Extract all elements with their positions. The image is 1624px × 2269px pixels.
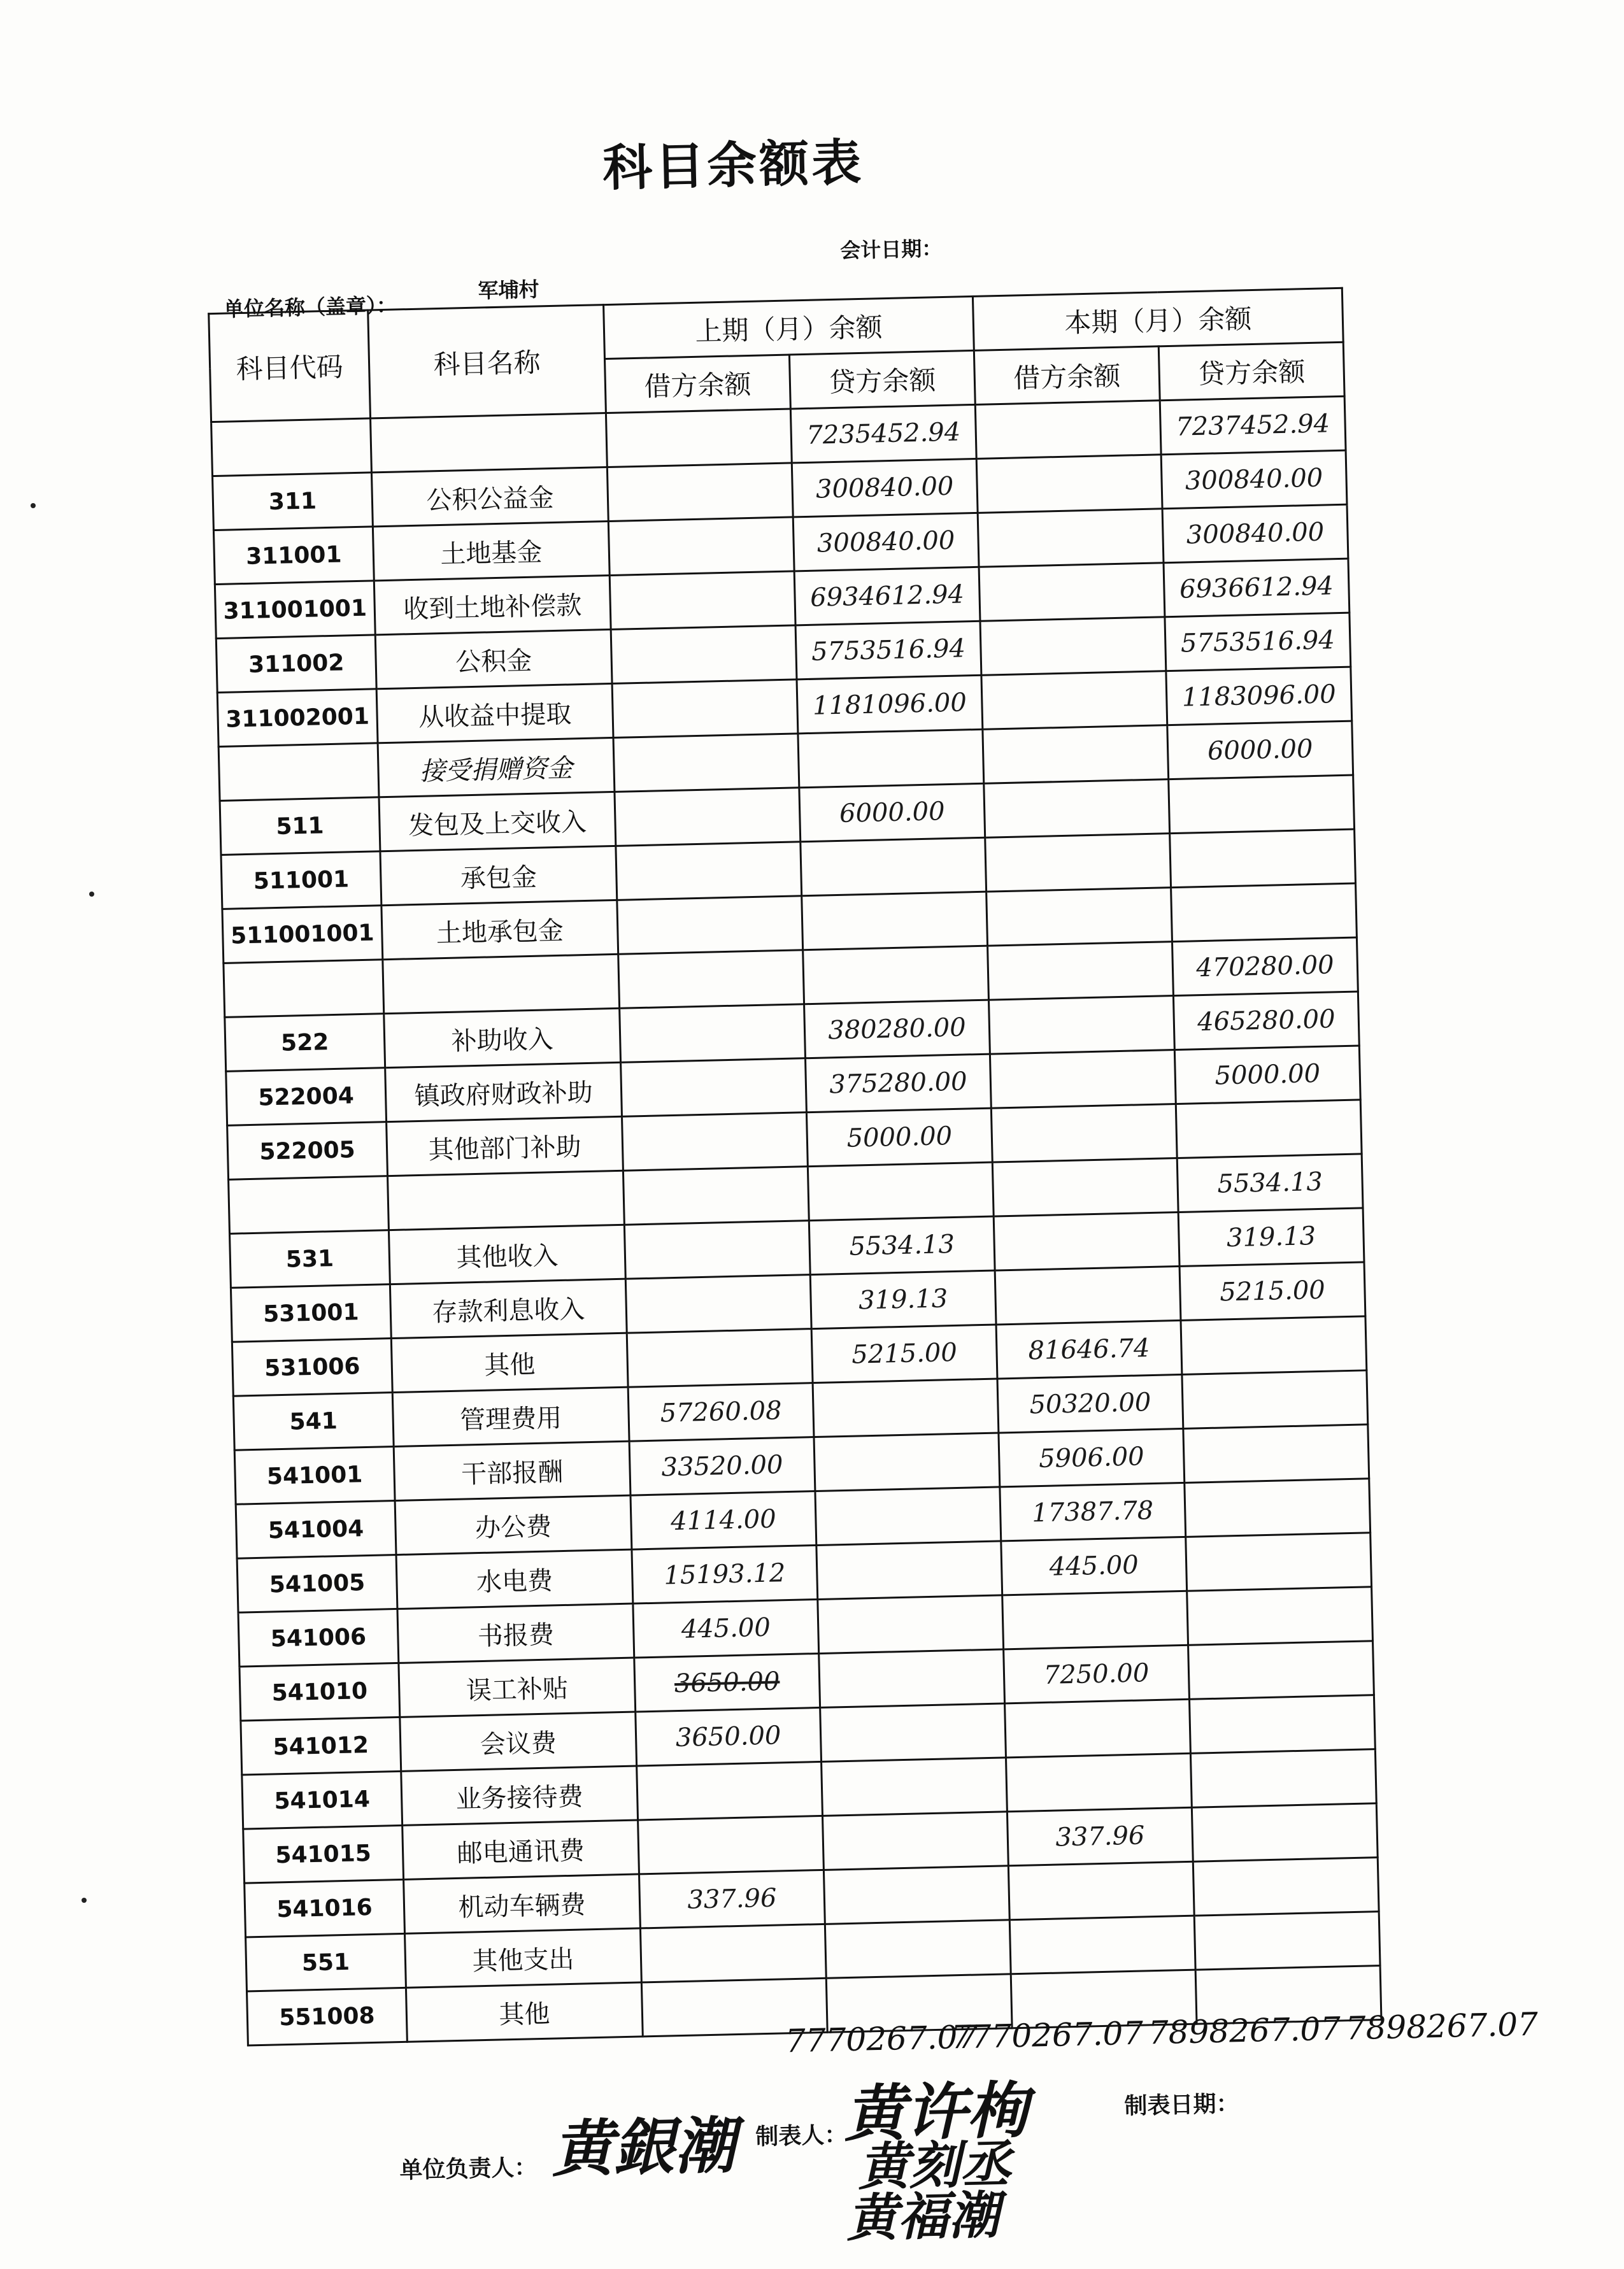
total-curr-credit: 7898267.07 (1345, 2005, 1539, 2047)
account-name (388, 1170, 625, 1230)
preparer-signature-2: 黄刻丞 (857, 2133, 1012, 2197)
account-code (211, 418, 372, 476)
account-code: 311 (213, 473, 373, 530)
prev-debit-cell (616, 842, 802, 900)
prev-credit-cell (822, 1812, 1008, 1870)
prev-debit-cell (623, 1167, 809, 1225)
account-code: 522005 (227, 1122, 388, 1180)
curr-debit-cell (987, 888, 1172, 946)
curr-credit-cell: 300840.00 (1161, 450, 1347, 509)
curr-credit-cell: 465280.00 (1173, 992, 1359, 1050)
account-code: 541001 (234, 1447, 395, 1505)
ledger-body (211, 396, 1381, 2045)
curr-credit-cell: 1183096.00 (1166, 667, 1352, 725)
curr-credit-cell: 300840.00 (1162, 504, 1348, 563)
account-name: 管理费用 (392, 1387, 629, 1446)
prev-debit-cell: 15193.12 (632, 1546, 818, 1604)
curr-debit-cell (981, 671, 1167, 730)
prev-credit-cell (823, 1866, 1009, 1924)
account-name: 其他 (391, 1333, 628, 1392)
prev-credit-cell (822, 1758, 1008, 1816)
prev-credit-cell (818, 1595, 1004, 1654)
account-name: 办公费 (395, 1495, 632, 1554)
account-name: 土地基金 (373, 522, 609, 581)
col-header-prev-period: 上期（月）余额 (604, 296, 974, 359)
curr-credit-cell: 7237452.94 (1160, 396, 1346, 455)
prepared-date-label: 制表日期： (1124, 2091, 1239, 2120)
prev-debit-cell: 4114.00 (630, 1491, 816, 1550)
account-code: 311002 (216, 635, 376, 693)
curr-credit-cell: 5000.00 (1174, 1046, 1360, 1104)
curr-credit-cell (1190, 1695, 1376, 1754)
curr-credit-cell (1188, 1641, 1374, 1700)
account-code: 311001 (213, 527, 374, 585)
curr-debit-cell (994, 1212, 1179, 1270)
prev-debit-cell: 337.96 (639, 1870, 825, 1928)
col-header-curr-credit: 贷方余额 (1158, 342, 1344, 401)
curr-debit-cell: 17387.78 (1000, 1483, 1186, 1541)
curr-debit-cell (980, 617, 1166, 676)
curr-debit-cell (1002, 1591, 1188, 1649)
account-name: 书报费 (397, 1604, 634, 1663)
account-code: 531 (230, 1230, 390, 1288)
curr-credit-cell (1194, 1912, 1380, 1970)
unit-head-signature: 黄銀潮 (551, 2109, 736, 2186)
account-name: 接受捐赠资金 (378, 737, 615, 797)
curr-credit-cell (1187, 1587, 1373, 1646)
curr-debit-cell: 50320.00 (997, 1374, 1183, 1433)
account-name (371, 413, 608, 473)
prev-debit-cell (612, 679, 798, 738)
total-prev-credit: 7770267.07 (950, 2014, 1144, 2056)
prev-debit-cell (621, 1058, 807, 1117)
curr-credit-cell: 319.13 (1178, 1208, 1364, 1267)
total-curr-debit: 7898267.07 (1148, 2010, 1341, 2052)
ledger-table (208, 287, 1382, 2047)
prev-credit-cell (801, 837, 987, 896)
account-code: 522004 (226, 1068, 387, 1126)
account-code: 541010 (239, 1663, 400, 1721)
prev-debit-cell: 3650.00 (636, 1707, 822, 1766)
curr-debit-cell: 81646.74 (996, 1320, 1182, 1379)
account-code: 541004 (236, 1501, 396, 1559)
curr-debit-cell (1006, 1753, 1192, 1812)
prev-debit-cell (611, 625, 797, 684)
prev-credit-cell (803, 946, 989, 1004)
account-code: 541005 (237, 1554, 397, 1612)
prev-credit-cell: 5215.00 (811, 1325, 997, 1383)
prev-debit-cell (620, 1004, 806, 1063)
account-name: 误工补贴 (399, 1658, 636, 1717)
accounting-date-label: 会计日期： (839, 236, 943, 263)
col-header-curr-debit: 借方余额 (974, 346, 1160, 405)
prev-credit-cell (813, 1379, 999, 1437)
curr-debit-cell (978, 509, 1164, 567)
curr-credit-cell: 5534.13 (1177, 1154, 1363, 1213)
account-code: 511001 (221, 851, 381, 909)
total-prev-debit: 7770267.07 (785, 2018, 978, 2060)
prev-debit-cell (607, 463, 793, 522)
curr-credit-cell: 6000.00 (1167, 721, 1353, 779)
prev-debit-cell (606, 409, 792, 467)
curr-credit-cell: 6936612.94 (1164, 558, 1350, 617)
prev-debit-cell (609, 571, 795, 630)
account-code: 541012 (241, 1717, 401, 1775)
curr-debit-cell (985, 834, 1171, 892)
account-name: 公积公益金 (371, 467, 608, 527)
account-name: 补助收入 (384, 1008, 621, 1067)
col-header-prev-credit: 贷方余额 (789, 350, 975, 409)
account-code: 511001001 (222, 906, 383, 964)
account-code: 531001 (231, 1284, 391, 1342)
prev-debit-cell (613, 734, 799, 792)
prev-credit-cell: 1181096.00 (797, 675, 983, 734)
account-code: 541014 (242, 1771, 402, 1829)
account-code: 511 (220, 797, 380, 855)
prev-debit-cell (618, 950, 804, 1009)
curr-debit-cell (995, 1266, 1181, 1325)
account-code: 541015 (243, 1825, 404, 1883)
prev-debit-cell (624, 1221, 810, 1279)
account-name: 机动车辆费 (404, 1874, 641, 1933)
curr-debit-cell (990, 1050, 1176, 1109)
prev-debit-cell: 3650.00 (634, 1653, 820, 1712)
curr-debit-cell (976, 455, 1162, 513)
account-name: 其他收入 (388, 1225, 625, 1284)
curr-debit-cell: 7250.00 (1004, 1645, 1190, 1704)
account-code: 522 (225, 1014, 385, 1072)
prev-credit-cell: 300840.00 (793, 513, 979, 571)
curr-debit-cell (1009, 1916, 1195, 1974)
curr-debit-cell: 337.96 (1007, 1807, 1193, 1866)
curr-credit-cell (1171, 883, 1357, 942)
prev-debit-cell (627, 1329, 813, 1388)
account-name: 承包金 (380, 846, 617, 905)
prev-credit-cell: 375280.00 (805, 1054, 991, 1113)
prev-credit-cell (798, 729, 984, 788)
account-name: 从收益中提取 (376, 683, 613, 743)
curr-debit-cell (992, 1158, 1178, 1217)
account-code: 551 (246, 1933, 406, 1991)
curr-credit-cell (1186, 1533, 1372, 1591)
curr-credit-cell (1181, 1316, 1367, 1375)
account-name: 其他部门补助 (387, 1116, 623, 1176)
curr-debit-cell (991, 1104, 1177, 1163)
prev-debit-cell: 33520.00 (629, 1437, 815, 1496)
account-name: 发包及上交收入 (379, 792, 616, 851)
curr-credit-cell: 5753516.94 (1165, 613, 1351, 671)
account-name: 其他支出 (405, 1928, 642, 1988)
account-code (224, 960, 384, 1018)
curr-debit-cell: 5906.00 (999, 1428, 1185, 1487)
account-name: 业务接待费 (401, 1766, 638, 1825)
prev-credit-cell (808, 1162, 994, 1221)
prev-debit-cell (622, 1113, 808, 1171)
curr-debit-cell (988, 942, 1174, 1000)
prev-debit-cell (625, 1275, 811, 1334)
curr-credit-cell (1192, 1803, 1378, 1862)
col-header-prev-debit: 借方余额 (604, 355, 790, 413)
prev-credit-cell: 300840.00 (792, 459, 978, 517)
account-code: 311001001 (215, 581, 375, 639)
prev-credit-cell (819, 1649, 1005, 1708)
prev-credit-cell: 6934612.94 (794, 567, 980, 625)
curr-credit-cell (1183, 1425, 1369, 1483)
curr-debit-cell (975, 401, 1161, 459)
preparer-signature-1: 黄许栒 (843, 2073, 1029, 2151)
prev-credit-cell: 319.13 (810, 1270, 996, 1329)
col-header-name: 科目名称 (368, 305, 606, 418)
account-name: 水电费 (396, 1549, 633, 1609)
account-code: 551008 (247, 1988, 408, 2045)
curr-credit-cell (1176, 1100, 1362, 1158)
prev-credit-cell (815, 1487, 1001, 1546)
curr-credit-cell (1185, 1479, 1371, 1537)
prev-debit-cell (638, 1816, 824, 1874)
unit-name-value: 军埔村 (478, 277, 539, 303)
unit-head-label: 单位负责人： (399, 2154, 538, 2184)
prev-debit-cell (640, 1924, 826, 1982)
account-name: 公积金 (375, 629, 612, 688)
account-code (218, 743, 379, 801)
account-name: 收到土地补偿款 (374, 575, 611, 634)
curr-credit-cell (1182, 1370, 1368, 1429)
prev-debit-cell: 445.00 (633, 1599, 819, 1658)
prev-credit-cell: 5000.00 (806, 1108, 992, 1167)
prev-credit-cell (802, 892, 988, 950)
col-header-code: 科目代码 (209, 310, 371, 422)
prev-debit-cell: 57260.08 (628, 1383, 814, 1442)
curr-credit-cell: 5215.00 (1179, 1262, 1365, 1321)
account-code: 311002001 (217, 689, 378, 747)
account-name: 邮电通讯费 (402, 1820, 639, 1879)
curr-debit-cell: 445.00 (1001, 1537, 1187, 1595)
account-name: 其他 (406, 1982, 643, 2042)
curr-debit-cell (989, 996, 1175, 1055)
prev-credit-cell (816, 1541, 1002, 1600)
curr-debit-cell (979, 563, 1165, 622)
curr-credit-cell (1169, 775, 1355, 834)
prev-credit-cell (820, 1704, 1006, 1762)
prev-credit-cell: 5753516.94 (795, 621, 981, 679)
prev-credit-cell (814, 1433, 1000, 1491)
unit-name-label: 单位名称（盖章）： (223, 293, 397, 322)
account-name: 干部报酬 (394, 1441, 630, 1500)
scan-speck (89, 892, 94, 897)
curr-debit-cell (984, 779, 1170, 838)
account-name (383, 954, 620, 1013)
prev-debit-cell (615, 788, 801, 846)
curr-debit-cell (1008, 1861, 1194, 1920)
curr-credit-cell (1190, 1749, 1376, 1808)
account-name: 土地承包金 (381, 900, 618, 959)
col-header-curr-period: 本期（月）余额 (972, 288, 1343, 350)
prev-credit-cell: 7235452.94 (790, 404, 976, 463)
account-code: 541 (233, 1393, 394, 1451)
account-code: 541006 (238, 1609, 399, 1667)
curr-credit-cell: 470280.00 (1172, 937, 1358, 996)
prev-credit-cell (825, 1920, 1011, 1979)
account-name: 会议费 (400, 1712, 637, 1771)
prev-debit-cell (637, 1761, 823, 1820)
account-name: 镇政府财政补助 (385, 1062, 622, 1121)
prev-credit-cell: 380280.00 (804, 1000, 990, 1058)
scan-speck (31, 503, 36, 508)
prev-credit-cell: 5534.13 (809, 1216, 995, 1275)
account-code: 541016 (245, 1879, 405, 1937)
curr-credit-cell (1170, 829, 1356, 888)
preparer-label: 制表人： (755, 2122, 848, 2151)
page-title: 科目余额表 (602, 133, 865, 198)
prev-credit-cell: 6000.00 (799, 783, 985, 842)
preparer-signature-3: 黄福潮 (846, 2184, 1001, 2249)
scan-speck (82, 1898, 87, 1903)
account-code (229, 1176, 389, 1234)
curr-credit-cell (1193, 1858, 1379, 1916)
prev-debit-cell (617, 896, 803, 955)
curr-debit-cell (983, 725, 1169, 784)
account-name: 存款利息收入 (390, 1279, 627, 1338)
account-code: 531006 (232, 1339, 392, 1397)
curr-debit-cell (1005, 1699, 1191, 1758)
prev-debit-cell (608, 517, 794, 576)
